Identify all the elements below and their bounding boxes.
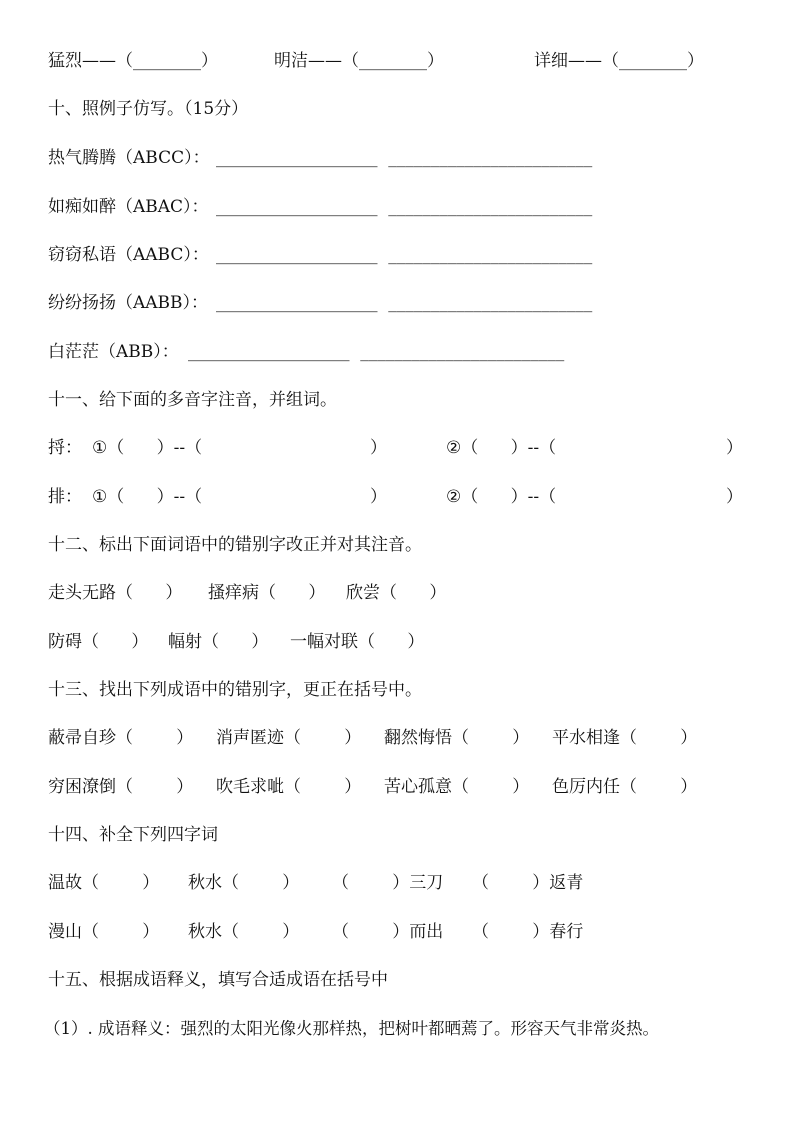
idiom-item[interactable]: 消声匿迹（ ） <box>216 728 362 748</box>
fill-row-top <box>48 48 764 74</box>
polyphone-char: 捋： <box>48 438 82 458</box>
polyphone-char: 排： <box>48 487 82 507</box>
correction-item[interactable]: 一幅对联（ ） <box>290 632 425 652</box>
idiom-item[interactable]: 翻然悔悟（ ） <box>384 728 530 748</box>
idiom-item[interactable]: 平水相逢（ ） <box>552 728 698 748</box>
reading-1-close: ） <box>370 487 387 507</box>
idiom-row <box>48 774 764 800</box>
reading-2-blank[interactable]: ②（ ）--（ <box>446 438 557 458</box>
fill-item-xiangxi[interactable]: 详细——（________） <box>534 51 704 71</box>
reading-2-blank[interactable]: ②（ ）--（ <box>446 487 557 507</box>
correction-row <box>48 629 764 655</box>
reading-2-close: ） <box>726 438 743 458</box>
imitation-label: 热气腾腾（ABCC）： <box>48 148 210 168</box>
imitation-blanks[interactable]: ___________________ ________________________ <box>216 293 593 313</box>
idiom-definition-q1: （1）. 成语释义：强烈的太阳光像火那样热，把树叶都晒蔫了。形容天气非常炎热。 <box>44 1019 659 1038</box>
fill-item-menglie[interactable]: 猛烈——（________） <box>48 51 218 71</box>
imitation-blanks[interactable]: ___________________ ________________________ <box>216 245 593 265</box>
complete-word-item[interactable]: 秋水（ ） <box>188 873 300 893</box>
imitation-label: 窃窃私语（AABC）： <box>48 245 209 265</box>
reading-1-blank[interactable]: ①（ ）--（ <box>92 487 203 507</box>
section-15-title: 十五、根据成语释义，填写合适成语在括号中 <box>48 970 388 990</box>
fill-item-mingjie[interactable]: 明洁——（________） <box>274 51 444 71</box>
complete-word-item[interactable]: 漫山（ ） <box>48 922 160 942</box>
reading-2-close: ） <box>726 487 743 507</box>
imitation-row <box>48 145 764 171</box>
polyphone-row <box>48 484 764 510</box>
complete-word-item[interactable]: （ ）三刀 <box>332 873 444 893</box>
polyphone-row <box>48 435 764 461</box>
section-13-title: 十三、找出下列成语中的错别字，更正在括号中。 <box>48 680 422 700</box>
idiom-item[interactable]: 穷困潦倒（ ） <box>48 777 194 797</box>
imitation-blanks[interactable]: ___________________ ________________________ <box>188 342 565 362</box>
complete-word-item[interactable]: （ ）返青 <box>472 873 584 893</box>
section-12-title: 十二、标出下面词语中的错别字改正并对其注音。 <box>48 535 422 555</box>
imitation-blanks[interactable]: ___________________ ________________________ <box>216 197 593 217</box>
idiom-item[interactable]: 吹毛求呲（ ） <box>216 777 362 797</box>
complete-word-item[interactable]: 温故（ ） <box>48 873 160 893</box>
idiom-item[interactable]: 蔽帚自珍（ ） <box>48 728 194 748</box>
complete-word-item[interactable]: （ ）而出 <box>332 922 444 942</box>
correction-item[interactable]: 搔痒病（ ） <box>208 583 326 603</box>
complete-word-row <box>48 919 764 945</box>
imitation-row <box>48 290 764 316</box>
imitation-label: 如痴如醉（ABAC）： <box>48 197 209 217</box>
imitation-row <box>48 339 764 365</box>
complete-word-item[interactable]: （ ）春行 <box>472 922 584 942</box>
complete-word-item[interactable]: 秋水（ ） <box>188 922 300 942</box>
imitation-label: 纷纷扬扬（AABB）： <box>48 293 209 313</box>
idiom-row <box>48 725 764 751</box>
imitation-row <box>48 194 764 220</box>
correction-item[interactable]: 防碍（ ） <box>48 632 149 652</box>
correction-item[interactable]: 欣尝（ ） <box>346 583 447 603</box>
complete-word-row <box>48 870 764 896</box>
imitation-blanks[interactable]: ___________________ ________________________ <box>216 148 593 168</box>
section-11-title: 十一、给下面的多音字注音，并组词。 <box>48 390 337 410</box>
section-14-title: 十四、补全下列四字词 <box>48 825 218 845</box>
idiom-item[interactable]: 色厉内任（ ） <box>552 777 698 797</box>
imitation-label: 白茫茫（ABB）： <box>48 342 179 362</box>
reading-1-blank[interactable]: ①（ ）--（ <box>92 438 203 458</box>
correction-item[interactable]: 幅射（ ） <box>168 632 269 652</box>
section-10-title: 十、照例子仿写。（15分） <box>48 99 249 119</box>
correction-row <box>48 580 764 606</box>
reading-1-close: ） <box>370 438 387 458</box>
imitation-row <box>48 242 764 268</box>
correction-item[interactable]: 走头无路（ ） <box>48 583 183 603</box>
idiom-item[interactable]: 苦心孤意（ ） <box>384 777 530 797</box>
